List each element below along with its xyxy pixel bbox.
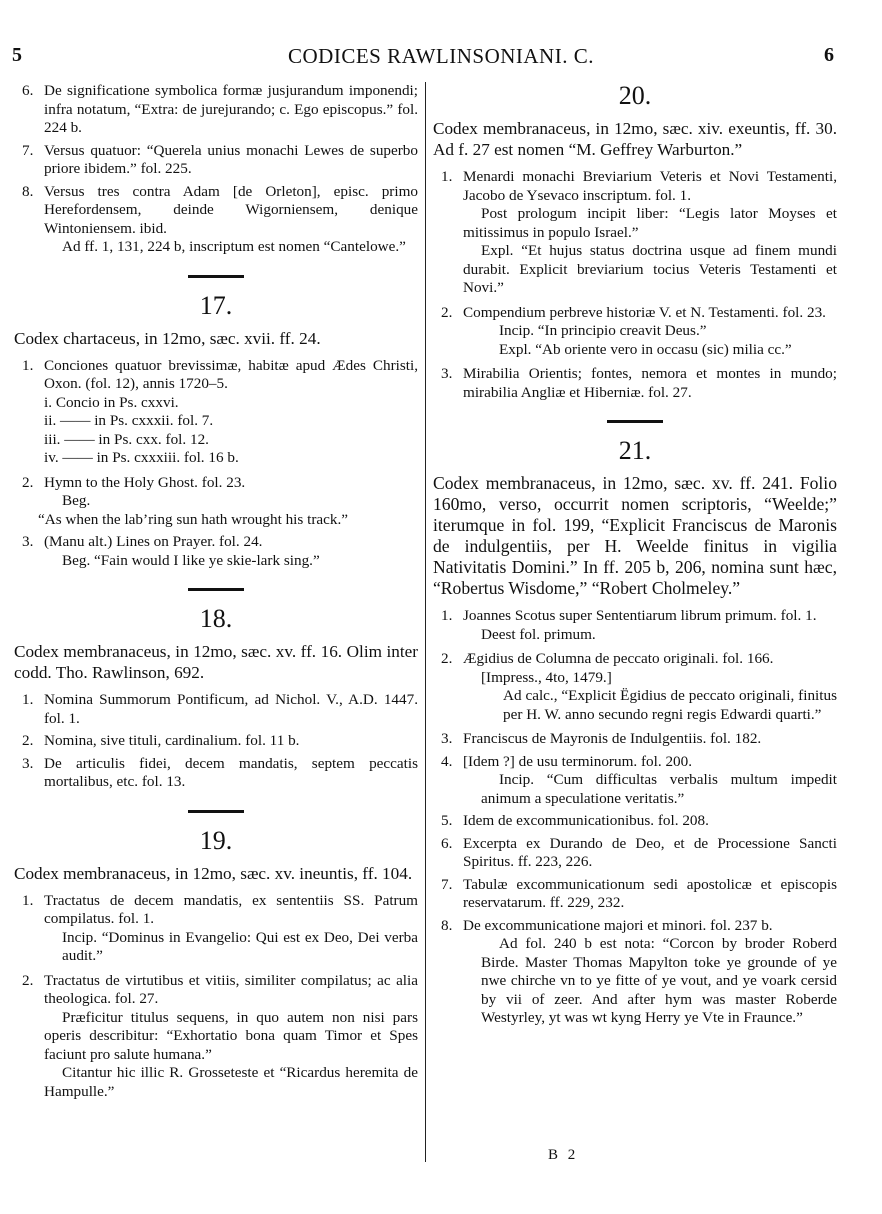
list-item: 3. Mirabilia Orientis; fontes, nemora et montes in mundo; mirabilia Angliæ et Hiberniæ. fol. 27. <box>441 365 837 401</box>
list-item: 8. Versus tres contra Adam [de Orleton], episc. primo Herefordensem, deinde Wigorniensem, denique Wintoniensem. ibid. <box>22 182 418 237</box>
list-item: 1. Nomina Summorum Pontificum, ad Nichol. V., A.D. 1447. fol. 1. <box>22 691 418 727</box>
page-number-right: 6 <box>824 44 834 66</box>
page-number-left: 5 <box>12 44 22 66</box>
list-item: 1. Tractatus de decem mandatis, ex sententiis SS. Patrum compilatus. fol. 1. <box>22 891 418 927</box>
running-title: CODICES RAWLINSONIANI. C. <box>288 44 594 68</box>
note: [Impress., 4to, 1479.] <box>481 668 612 686</box>
codex-description: Codex membranaceus, in 12mo, sæc. xv. ineuntis, ff. 104. <box>14 863 413 883</box>
note: Præficitur titulus sequens, in quo autem non nisi pars operis describitur: “Exhortatio bona quam Timor et Spes faciunt pro salute humana.” <box>44 1008 418 1063</box>
section-number: 18. <box>199 604 233 633</box>
sub-item: iv. —— in Ps. cxxxiii. fol. 16 b. <box>44 449 239 466</box>
list-item: 6. De significatione symbolica formæ jusjurandum imponendi; infra notatum, “Extra: de jurejurando; c. Ego episcopus.” fol. 224 b. <box>22 82 418 136</box>
codex-description: Codex membranaceus, in 12mo, sæc. xiv. exeuntis, ff. 30. Ad f. 27 est nomen “M. Geffrey Warburton.” <box>433 119 837 159</box>
incipit: Post prologum incipit liber: “Legis lator Moyses et mitissimus in populo Israel.” <box>463 205 837 241</box>
note: Ad fol. 240 b est nota: “Corcon by broder Roberd Birde. Master Thomas Mapylton toke ye grounde of ye nwe chirche vn to ye fitte of ye vout, and ye voark cersid by vii of zeer. And after hym was master Roberde Westyrley, yt was wt kyng Herry ye Vte in Fraunce.” <box>481 935 837 1026</box>
list-item: 4. [Idem ?] de usu terminorum. fol. 200. <box>441 752 693 770</box>
codex-description: Codex membranaceus, in 12mo, sæc. xv. ff. 16. Olim inter codd. Tho. Rawlinson, 692. <box>14 642 418 682</box>
incipit-label: Beg. <box>62 492 91 509</box>
section-rule <box>607 420 663 423</box>
section-rule <box>188 810 244 813</box>
list-item: 1. Menardi monachi Breviarium Veteris et Novi Testamenti, Jacobo de Ysevaco inscriptum. fol. 1. <box>441 168 837 204</box>
incipit: Incip. “In principio creavit Deus.” <box>499 322 707 339</box>
incipit: “As when the lab’ring sun hath wrought his track.” <box>38 510 349 528</box>
list-item: 6. Excerpta ex Durando de Deo, et de Processione Sancti Spiritus. ff. 223, 226. <box>441 834 837 870</box>
section-rule <box>188 275 244 278</box>
section-number: 19. <box>199 825 233 855</box>
signature-mark: B 2 <box>548 1147 579 1163</box>
list-item: 2. Compendium perbreve historiæ V. et N. Testamenti. fol. 23. <box>441 303 826 321</box>
left-column <box>14 82 418 1101</box>
list-item: 1. Joannes Scotus super Sententiarum librum primum. fol. 1. <box>441 607 817 624</box>
right-column <box>433 82 837 1028</box>
list-item: 7. Tabulæ excommunicationum sedi apostolicæ et episcopis reservatarum. ff. 229, 232. <box>441 875 837 911</box>
section-number: 17. <box>199 290 233 320</box>
explicit: Ad calc., “Explicit Ëgidius de peccato originali, finitus per H. W. anno secundo regni regis Edwardi quarti.” <box>503 687 837 723</box>
note: Ad ff. 1, 131, 224 b, inscriptum est nomen “Cantelowe.” <box>62 238 406 255</box>
list-item: 2. Nomina, sive tituli, cardinalium. fol. 11 b. <box>22 732 300 749</box>
incipit: Beg. “Fain would I like ye skie-lark sing.” <box>62 551 320 569</box>
codex-description: Codex membranaceus, in 12mo, sæc. xv. ff. 241. Folio 160mo, verso, occurrit nomen scriptoris, “Weelde;” iterumque in fol. 199, “Explicit Franciscus de Maronis de indulgentiis, per H. Weelde finitus in vigilia Nativitatis Domini.” In ff. 205 b, 206, nomina sunt hæc, “Robertus Wisdome,” “Robert Cholmeley.” <box>433 473 837 598</box>
section-rule <box>188 588 244 591</box>
list-item: 7. Versus quatuor: “Querela unius monachi Lewes de superbo priore ibidem.” fol. 225. <box>22 141 418 177</box>
sub-item: i. Concio in Ps. cxxvi. <box>44 393 179 411</box>
list-item: 1. Conciones quatuor brevissimæ, habitæ apud Ædes Christi, Oxon. (fol. 12), annis 1720–5. <box>22 356 418 392</box>
sub-item: ii. —— in Ps. cxxxii. fol. 7. <box>44 412 214 429</box>
list-item: 8. De excommunicatione majori et minori. fol. 237 b. <box>441 916 773 934</box>
incipit: Incip. “Dominus in Evangelio: Qui est ex Deo, Dei verba audit.” <box>62 928 418 964</box>
incipit: Incip. “Cum difficultas verbalis multum impedit animum a speculatione veritatis.” <box>481 771 837 807</box>
section-number: 20. <box>618 81 652 110</box>
list-item: 5. Idem de excommunicationibus. fol. 208. <box>441 812 709 829</box>
list-item: 3. (Manu alt.) Lines on Prayer. fol. 24. <box>22 533 263 550</box>
page-header <box>0 44 882 70</box>
list-item: 2. Tractatus de virtutibus et vitiis, similiter compilatus; ac alia theologica. fol. 27. <box>22 971 418 1007</box>
column-divider <box>425 82 426 1162</box>
codex-description: Codex chartaceus, in 12mo, sæc. xvii. ff. 24. <box>14 328 321 348</box>
section-number: 21. <box>618 436 652 465</box>
explicit: Expl. “Et hujus status doctrina usque ad finem mundi durabit. Explicit breviarium tocius Veteris Testamenti et Novi.” <box>463 242 837 296</box>
list-item: 3. De articulis fidei, decem mandatis, septem peccatis mortalibus, etc. fol. 13. <box>22 754 418 790</box>
list-item: 3. Franciscus de Mayronis de Indulgentiis. fol. 182. <box>441 730 762 747</box>
sub-item: iii. —— in Ps. cxx. fol. 12. <box>44 430 209 448</box>
list-item: 2. Ægidius de Columna de peccato originali. fol. 166. <box>441 650 774 667</box>
explicit: Expl. “Ab oriente vero in occasu (sic) milia cc.” <box>499 340 792 358</box>
note: Deest fol. primum. <box>481 625 596 643</box>
note: Citantur hic illic R. Grosseteste et “Ricardus heremita de Hampulle.” <box>44 1064 418 1100</box>
list-item: 2. Hymn to the Holy Ghost. fol. 23. <box>22 473 246 491</box>
